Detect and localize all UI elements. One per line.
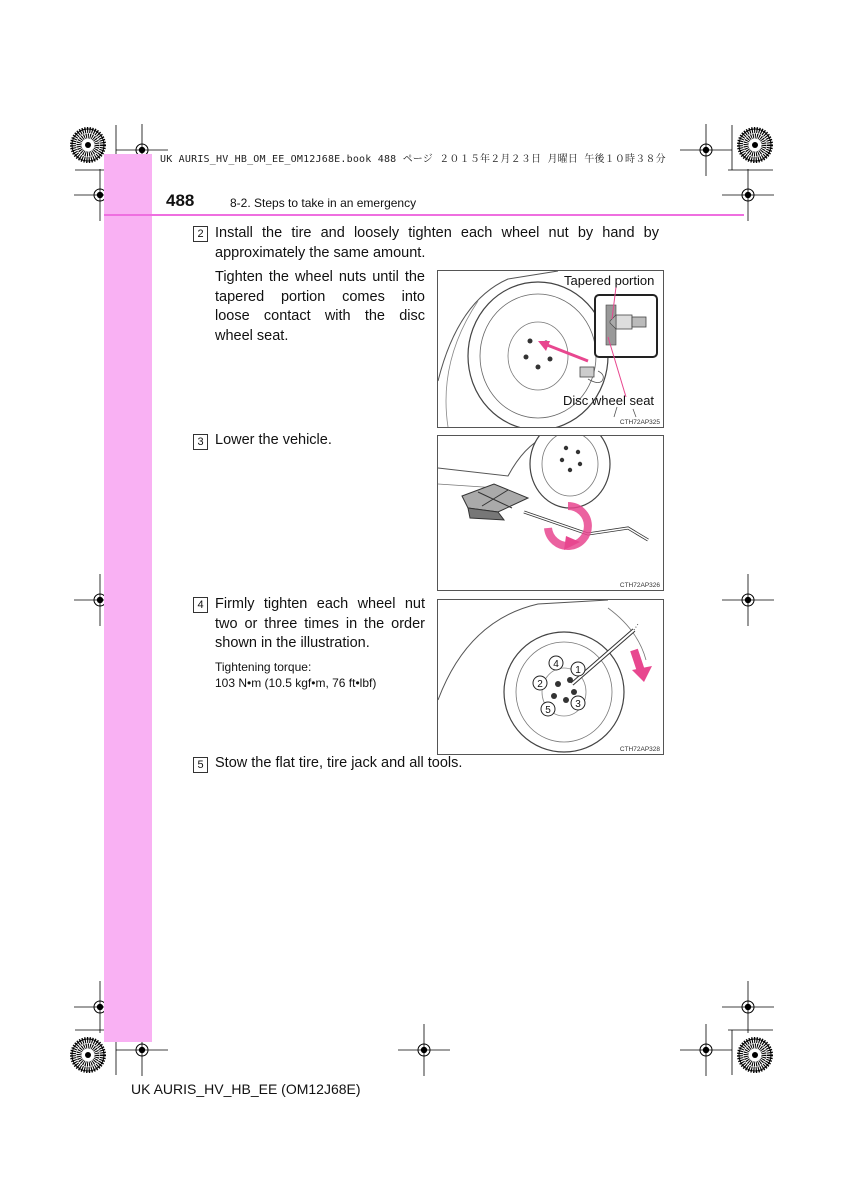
step-number-badge: 2 bbox=[193, 226, 208, 242]
tire-jack bbox=[462, 484, 528, 520]
registration-burst-icon bbox=[739, 1039, 771, 1071]
section-title: 8-2. Steps to take in an emergency bbox=[230, 196, 417, 210]
side-tab-bar bbox=[104, 154, 152, 1042]
lower-vehicle-illustration bbox=[438, 436, 663, 590]
registration-burst-icon bbox=[72, 129, 104, 161]
figure-code: CTH72AP325 bbox=[619, 419, 660, 426]
nut-order-5: 5 bbox=[545, 705, 551, 716]
torque-value: 103 N•m (10.5 kgf•m, 76 ft•lbf) bbox=[215, 676, 377, 690]
footer-model-code: UK AURIS_HV_HB_EE (OM12J68E) bbox=[131, 1081, 361, 1097]
step-instruction: Lower the vehicle. bbox=[215, 432, 332, 448]
registration-cross-icon bbox=[722, 574, 774, 626]
figure-tighten-order bbox=[437, 599, 664, 755]
registration-cross-icon bbox=[398, 1024, 450, 1076]
header-rule bbox=[104, 214, 744, 216]
figure-code: CTH72AP326 bbox=[619, 582, 660, 589]
step-instruction: Firmly tighten each wheel nut two or three times in the order shown in the illustration. bbox=[215, 596, 425, 651]
page-number: 488 bbox=[166, 191, 195, 210]
registration-burst-icon bbox=[72, 1039, 104, 1071]
nut-order-4: 4 bbox=[553, 659, 559, 670]
step-detail: Tighten the wheel nuts until the tapered portion comes into loose contact with the disc wheel seat. bbox=[215, 269, 425, 344]
torque-label: Tightening torque: bbox=[215, 660, 312, 674]
figure-code: CTH72AP328 bbox=[619, 746, 660, 753]
registration-cross-icon bbox=[680, 1024, 732, 1076]
step-instruction: Stow the flat tire, tire jack and all tools. bbox=[215, 755, 463, 771]
registration-cross-icon bbox=[680, 124, 732, 176]
step-instruction: Install the tire and loosely tighten each wheel nut by hand by approximately the same amount. bbox=[215, 225, 659, 261]
callout-tapered-portion: Tapered portion bbox=[564, 273, 655, 288]
step-number-badge: 5 bbox=[193, 757, 208, 773]
step-number-badge: 4 bbox=[193, 597, 208, 613]
nut-order-3: 3 bbox=[575, 699, 581, 710]
registration-burst-icon bbox=[739, 129, 771, 161]
nut-order-1: 1 bbox=[575, 665, 581, 676]
figure-lower-vehicle bbox=[437, 435, 664, 591]
figure-tire-install bbox=[437, 270, 664, 428]
registration-cross-icon bbox=[722, 981, 774, 1033]
nut-order-2: 2 bbox=[537, 679, 543, 690]
callout-disc-wheel-seat: Disc wheel seat bbox=[563, 393, 655, 408]
step-number-badge: 3 bbox=[193, 434, 208, 450]
tighten-order-illustration bbox=[438, 600, 663, 754]
book-info-line: UK AURIS_HV_HB_OM_EE_OM12J68E.book 488 ページ ２０１５年２月２３日 月曜日 午後１０時３８分 bbox=[160, 154, 666, 165]
